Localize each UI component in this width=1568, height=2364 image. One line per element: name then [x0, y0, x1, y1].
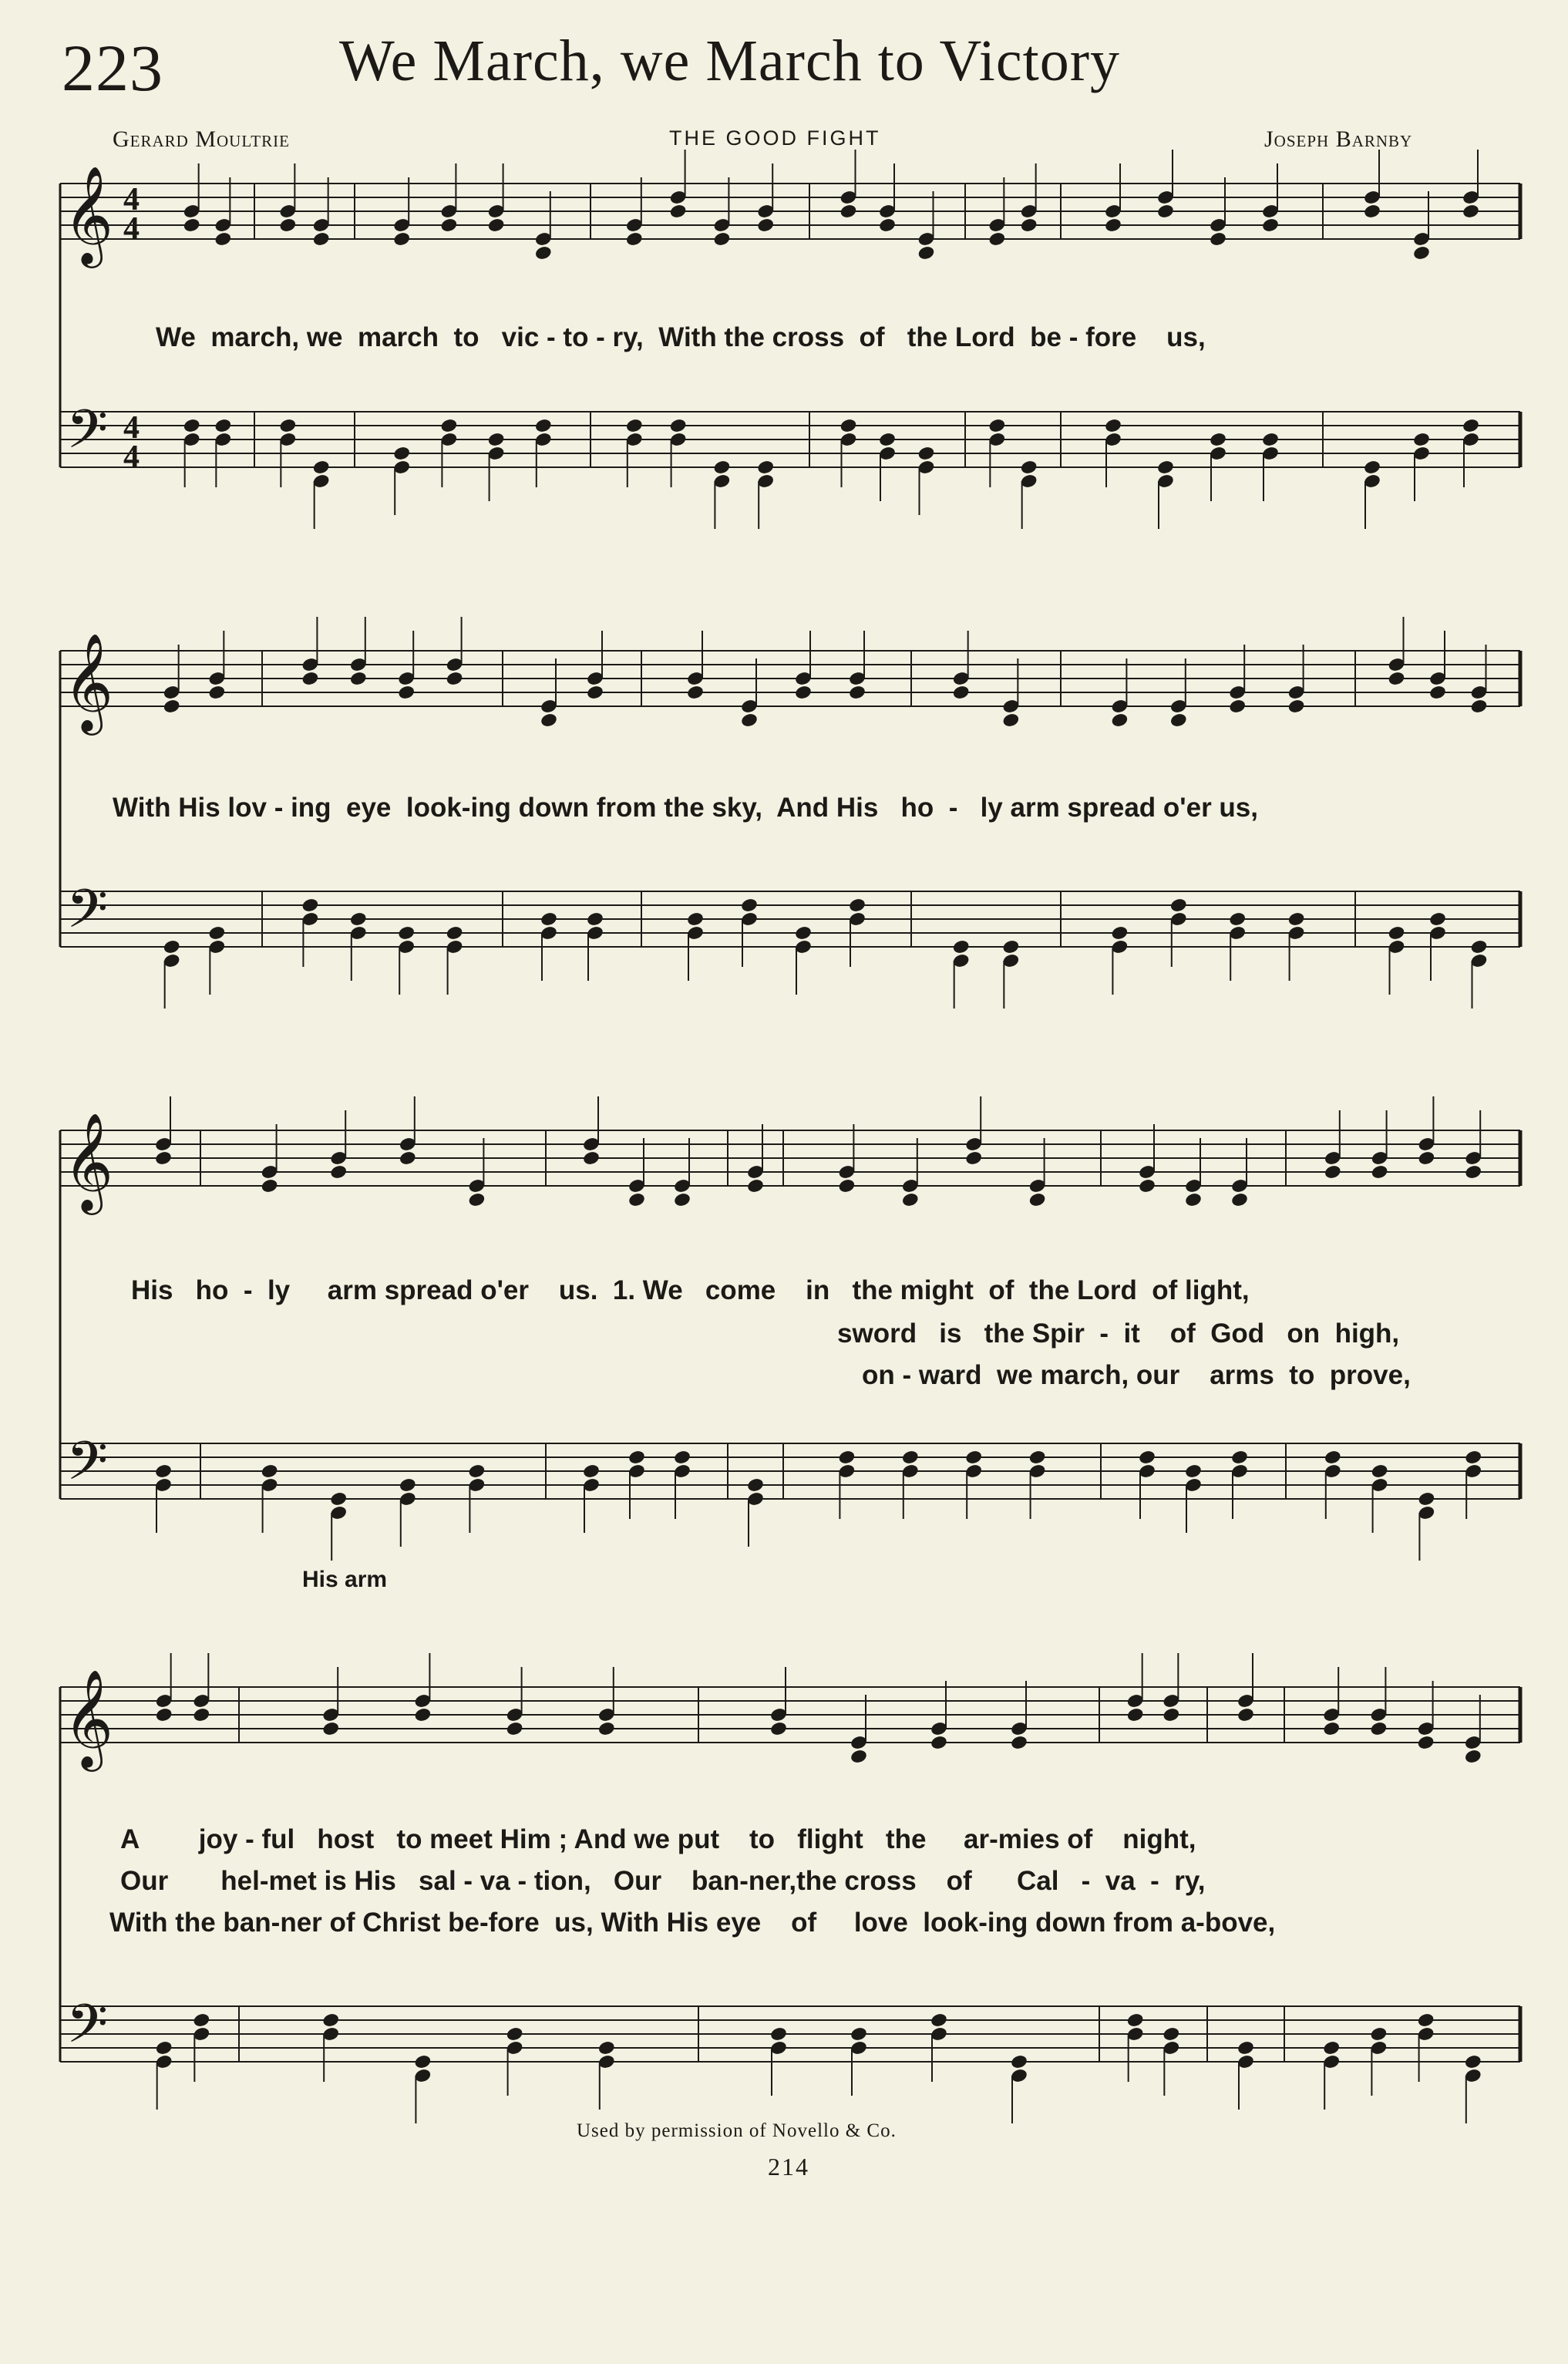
- note-head: [628, 1192, 646, 1208]
- lyric-line-system-3-verse-2: sword is the Spir - it of God on high,: [837, 1318, 1400, 1349]
- note-head: [312, 460, 331, 476]
- note-head: [506, 2026, 524, 2042]
- note-head: [1126, 2012, 1145, 2029]
- note-head: [756, 460, 775, 476]
- note-head: [756, 217, 775, 234]
- note-head: [746, 1178, 765, 1194]
- note-head: [850, 2026, 868, 2042]
- note-head: [740, 897, 759, 914]
- note-head: [301, 671, 319, 687]
- note-head: [1209, 231, 1227, 248]
- note-head: [439, 217, 458, 234]
- note-head: [930, 1735, 948, 1751]
- note-head: [1428, 685, 1447, 701]
- note-head: [1261, 432, 1280, 448]
- note-head: [1110, 712, 1129, 729]
- note-head: [278, 418, 297, 434]
- note-head: [1371, 1463, 1389, 1480]
- note-head: [214, 418, 232, 434]
- note-head: [1417, 1491, 1435, 1507]
- note-head: [952, 939, 971, 955]
- note-head: [1464, 1164, 1482, 1180]
- note-head: [1010, 1735, 1028, 1751]
- note-head: [712, 460, 731, 476]
- note-head: [540, 712, 558, 729]
- author-credit: Gerard Moultrie: [113, 126, 290, 152]
- note-head: [1464, 2054, 1482, 2070]
- note-head: [1412, 432, 1431, 448]
- time-signature-bottom: 4: [123, 211, 140, 247]
- note-head: [964, 1450, 983, 1466]
- note-head: [207, 925, 226, 941]
- note-head: [1287, 699, 1306, 715]
- note-head: [746, 1477, 765, 1493]
- treble-clef-icon: 𝄞: [63, 1112, 114, 1211]
- note-head: [837, 1178, 856, 1194]
- note-head: [1412, 245, 1431, 261]
- note-head: [686, 685, 705, 701]
- note-head: [1261, 217, 1280, 234]
- note-head: [901, 1450, 920, 1466]
- note-head: [1110, 925, 1129, 941]
- note-head: [625, 418, 644, 434]
- treble-clef-icon: 𝄞: [63, 1669, 114, 1767]
- note-head: [794, 925, 813, 941]
- note-head: [1324, 1450, 1342, 1466]
- note-head: [878, 217, 897, 234]
- note-head: [534, 245, 553, 261]
- note-head: [1020, 460, 1038, 476]
- note-head: [586, 685, 604, 701]
- note-head: [329, 1164, 348, 1180]
- note-head: [1169, 712, 1188, 729]
- note-head: [840, 418, 858, 434]
- note-head: [1230, 1450, 1249, 1466]
- note-head: [467, 1192, 486, 1208]
- bass-clef-icon: 𝄢: [66, 1992, 109, 2068]
- note-head: [673, 1192, 691, 1208]
- note-head: [261, 1463, 279, 1480]
- note-head: [878, 432, 897, 448]
- lyric-line-system-3-verse-1: His ho - ly arm spread o'er us. 1. We come in the might of the Lord of light,: [131, 1275, 1250, 1305]
- hymn-number: 223: [62, 31, 163, 105]
- note-head: [582, 1150, 601, 1167]
- note-head: [301, 897, 319, 914]
- note-head: [1230, 1192, 1249, 1208]
- note-head: [1237, 1707, 1255, 1723]
- note-head: [413, 1707, 432, 1723]
- note-head: [321, 1721, 340, 1737]
- note-head: [1417, 1735, 1435, 1751]
- note-head: [586, 911, 604, 928]
- note-head: [1369, 2026, 1388, 2042]
- note-head: [769, 2026, 788, 2042]
- note-head: [1138, 1178, 1156, 1194]
- note-head: [1417, 1150, 1435, 1167]
- note-head: [1462, 204, 1480, 220]
- note-head: [155, 1707, 173, 1723]
- note-head: [1156, 204, 1175, 220]
- note-head: [582, 1463, 601, 1480]
- note-head: [673, 1450, 691, 1466]
- note-head: [183, 418, 201, 434]
- lyric-line-system-3-verse-3: on - ward we march, our arms to prove,: [862, 1360, 1411, 1390]
- bass-clef-icon: 𝄢: [66, 398, 109, 473]
- note-head: [163, 939, 181, 955]
- note-head: [349, 671, 368, 687]
- note-head: [1209, 432, 1227, 448]
- time-signature-top: 4: [123, 182, 140, 217]
- note-head: [1417, 2012, 1435, 2029]
- note-head: [1363, 460, 1381, 476]
- note-head: [1184, 1192, 1203, 1208]
- note-head: [261, 1178, 279, 1194]
- composer-credit: Joseph Barnby: [1264, 126, 1413, 152]
- note-head: [278, 217, 297, 234]
- note-head: [597, 2040, 616, 2056]
- note-head: [487, 217, 506, 234]
- note-head: [399, 1150, 417, 1167]
- note-head: [1162, 1707, 1180, 1723]
- note-head: [446, 925, 464, 941]
- note-head: [506, 1721, 524, 1737]
- note-head: [413, 2054, 432, 2070]
- note-head: [1162, 2026, 1180, 2042]
- note-head: [669, 418, 688, 434]
- note-head: [840, 204, 858, 220]
- note-head: [1464, 1450, 1482, 1466]
- note-head: [1237, 2040, 1255, 2056]
- note-head: [1464, 1749, 1482, 1765]
- note-head: [1369, 1721, 1388, 1737]
- note-head: [487, 432, 506, 448]
- tune-name: THE GOOD FIGHT: [669, 126, 881, 150]
- lyric-line-system-4-verse-1: A joy - ful host to meet Him ; And we put to flight the ar-mies of night,: [120, 1824, 1196, 1854]
- note-head: [154, 1463, 173, 1480]
- note-head: [349, 911, 368, 928]
- note-head: [917, 446, 936, 462]
- note-head: [1470, 939, 1489, 955]
- note-head: [669, 204, 688, 220]
- note-head: [1010, 2054, 1028, 2070]
- note-head: [1104, 418, 1122, 434]
- note-head: [1287, 911, 1306, 928]
- hymn-title: We March, we March to Victory: [339, 29, 1121, 93]
- note-head: [446, 671, 464, 687]
- note-head: [1169, 897, 1188, 914]
- note-head: [1156, 460, 1175, 476]
- page-number: 214: [768, 2153, 809, 2180]
- note-head: [214, 231, 232, 248]
- note-head: [154, 1150, 173, 1167]
- note-head: [597, 1721, 616, 1737]
- note-head: [321, 2012, 340, 2029]
- lyric-line-system-1: We march, we march to vic - to - ry, With the cross of the Lord be - fore us,: [156, 322, 1206, 352]
- bass-lyric-his-arm: His arm: [302, 1567, 388, 1592]
- note-head: [1371, 1164, 1389, 1180]
- note-head: [399, 1477, 417, 1493]
- note-head: [952, 685, 971, 701]
- note-head: [1184, 1463, 1203, 1480]
- note-head: [1462, 418, 1480, 434]
- lyric-line-system-4-verse-2: Our hel-met is His sal - va - tion, Our ban-ner,the cross of Cal - va - ry,: [120, 1866, 1206, 1896]
- note-head: [837, 1450, 856, 1466]
- note-head: [740, 712, 759, 729]
- bass-clef-icon: 𝄢: [66, 877, 109, 953]
- note-head: [192, 1707, 210, 1723]
- note-head: [930, 2012, 948, 2029]
- permission-note: Used by permission of Novello & Co.: [577, 2120, 897, 2141]
- note-head: [1388, 925, 1406, 941]
- bass-clef-icon: 𝄢: [66, 1430, 109, 1505]
- note-head: [329, 1491, 348, 1507]
- note-head: [392, 446, 411, 462]
- note-head: [901, 1192, 920, 1208]
- note-head: [1028, 1450, 1047, 1466]
- note-head: [392, 231, 411, 248]
- note-head: [848, 685, 866, 701]
- note-head: [163, 699, 181, 715]
- note-head: [397, 925, 416, 941]
- note-head: [1322, 2040, 1341, 2056]
- note-head: [540, 911, 558, 928]
- treble-clef-icon: 𝄞: [63, 165, 114, 264]
- note-head: [988, 418, 1006, 434]
- note-head: [686, 911, 705, 928]
- note-head: [794, 685, 813, 701]
- note-head: [917, 245, 936, 261]
- note-head: [850, 1749, 868, 1765]
- note-head: [534, 418, 553, 434]
- note-head: [155, 2040, 173, 2056]
- note-head: [312, 231, 331, 248]
- lyric-line-system-2: With His lov - ing eye look-ing down from the sky, And His ho - ly arm spread o'er us,: [113, 793, 1258, 823]
- note-head: [848, 897, 866, 914]
- note-head: [769, 1721, 788, 1737]
- note-head: [397, 685, 416, 701]
- note-head: [964, 1150, 983, 1167]
- note-head: [183, 217, 201, 234]
- note-head: [988, 231, 1006, 248]
- note-head: [625, 231, 644, 248]
- note-head: [1138, 1450, 1156, 1466]
- time-signature-bottom: 4: [123, 439, 140, 475]
- note-head: [1324, 1164, 1342, 1180]
- note-head: [1388, 671, 1406, 687]
- note-head: [439, 418, 458, 434]
- note-head: [1363, 204, 1381, 220]
- note-head: [1028, 1192, 1047, 1208]
- time-signature-top: 4: [123, 410, 140, 446]
- lyric-line-system-4-verse-3: With the ban-ner of Christ be-fore us, With His eye of love look-ing down from a-bove,: [109, 1908, 1276, 1938]
- note-head: [1020, 217, 1038, 234]
- note-head: [628, 1450, 646, 1466]
- note-head: [467, 1463, 486, 1480]
- note-head: [1126, 1707, 1145, 1723]
- note-head: [1228, 699, 1247, 715]
- treble-clef-icon: 𝄞: [63, 632, 114, 731]
- note-head: [1428, 911, 1447, 928]
- note-head: [1104, 217, 1122, 234]
- note-head: [1228, 911, 1247, 928]
- note-head: [1322, 1721, 1341, 1737]
- note-head: [192, 2012, 210, 2029]
- note-head: [207, 685, 226, 701]
- note-head: [712, 231, 731, 248]
- note-head: [1001, 712, 1020, 729]
- note-head: [1001, 939, 1020, 955]
- note-head: [1470, 699, 1489, 715]
